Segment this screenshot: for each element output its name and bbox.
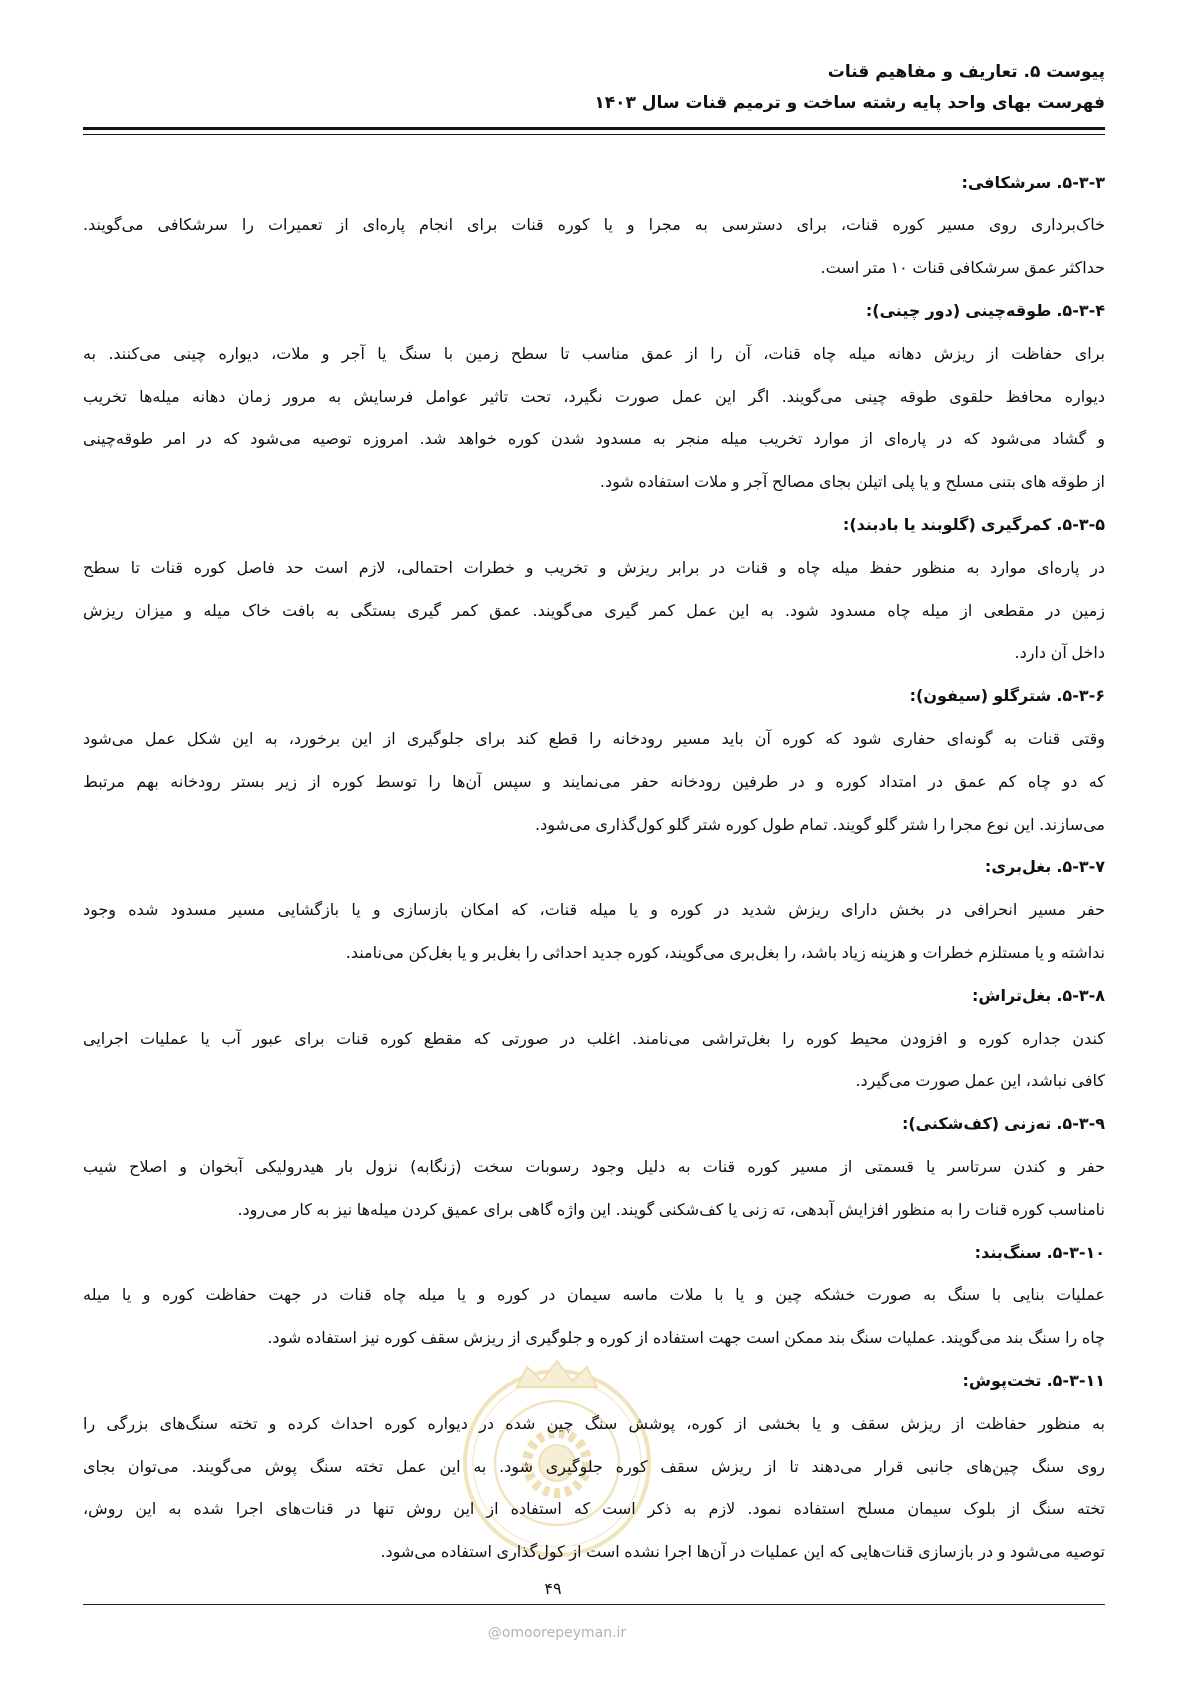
- section-5-3-5: [83, 504, 1105, 675]
- paragraph-line: حفر و کندن سرتاسر یا قسمتی از مسیر کوره قنات به دلیل وجود رسوبات سخت (زنگابه) نزول بار هیدرولیکی آبخوان و اصلاح شیب: [83, 1156, 1105, 1176]
- section-heading: ۵-۳-۱۱. تخت‌پوش:: [962, 1370, 1105, 1390]
- document-title: فهرست بهای واحد پایه رشته ساخت و ترمیم قنات سال ۱۴۰۳: [594, 93, 1105, 113]
- section-heading: ۵-۳-۹. ته‌زنی (کف‌شکنی):: [901, 1114, 1105, 1134]
- paragraph-line: در پاره‌ای موارد به منظور حفظ میله چاه و قنات در برابر ریزش و تخریب و خطرات احتمالی، لازم است حد فاصل کوره قنات تا سطح: [83, 557, 1105, 577]
- paragraph-line: داخل آن دارد.: [1014, 643, 1105, 663]
- paragraph-line: کندن جداره کوره و افزودن محیط کوره را بغل‌تراشی می‌نامند. اغلب در صورتی که مقطع کوره قنات برای عبور آب یا عملیات اجرایی: [83, 1028, 1105, 1048]
- paragraph-line: به منظور حفاظت از ریزش سقف و یا بخشی از کوره، پوشش سنگ چین شده در دیواره کوره احداث کرده و تخته سنگ‌های بزرگی را: [83, 1413, 1105, 1433]
- section-heading: ۵-۳-۴. طوقه‌چینی (دور چینی):: [865, 300, 1105, 320]
- paragraph-line: و گشاد می‌شود که در پاره‌ای از موارد تخریب میله منجر به مسدود شدن کوره خواهد شد. امروزه توصیه می‌شود که در امر طوقه‌چینی: [83, 429, 1105, 449]
- paragraph-line: روی سنگ چین‌های جانبی قرار می‌دهند تا از ریزش سقف کوره جلوگیری شود. به این عمل تخته سنگ پوش می‌گویند. می‌توان بجای: [83, 1456, 1105, 1476]
- section-5-3-11: [83, 1360, 1105, 1574]
- section-heading: ۵-۳-۳. سرشکافی:: [961, 172, 1105, 192]
- paragraph-line: نامناسب کوره قنات را به منظور افزایش آبدهی، ته زنی یا کف‌شکنی گویند. این واژه گاهی برای عمیق کردن میله‌ها نیز به کار می‌رود.: [237, 1199, 1105, 1219]
- section-heading: ۵-۳-۱۰. سنگ‌بند:: [974, 1242, 1105, 1262]
- paragraph-line: عملیات بنایی با سنگ به صورت خشکه چین و یا با ملات ماسه سیمان در کوره و یا میله چاه قنات در جهت حفاظت کوره و یا میله: [83, 1285, 1105, 1305]
- page-number: ۴۹: [544, 1579, 562, 1598]
- section-5-3-7: [83, 846, 1105, 974]
- header-rule-thin: [83, 134, 1105, 135]
- paragraph-line: نداشته و یا مستلزم خطرات و هزینه زیاد باشد، را بغل‌بری می‌گویند، کوره جدید احداثی را بغل‌بر و یا بغل‌کن می‌نامند.: [345, 942, 1105, 962]
- paragraph-line: می‌سازند. این نوع مجرا را شتر گلو گویند. تمام طول کوره شتر گلو کول‌گذاری می‌شود.: [535, 814, 1105, 834]
- section-heading: ۵-۳-۸. بغل‌تراش:: [972, 985, 1105, 1005]
- section-heading: ۵-۳-۶. شترگلو (سیفون):: [909, 686, 1105, 706]
- section-5-3-3: [83, 162, 1105, 290]
- section-heading: ۵-۳-۵. کمرگیری (گلوبند یا بادبند):: [842, 514, 1105, 534]
- paragraph-line: حداکثر عمق سرشکافی قنات ۱۰ متر است.: [820, 258, 1105, 278]
- section-5-3-9: [83, 1103, 1105, 1231]
- appendix-title: پیوست ۵. تعاریف و مفاهیم قنات: [827, 62, 1105, 82]
- site-watermark: @omoorepeyman.ir: [487, 1625, 627, 1641]
- paragraph-line: زمین در مقطعی از میله چاه مسدود شود. به این عمل کمر گیری می‌گویند. عمق کمر گیری بستگی به بافت خاک میله و میزان ریزش: [83, 600, 1105, 620]
- page-body: [83, 162, 1105, 1574]
- section-5-3-4: [83, 290, 1105, 504]
- paragraph-line: حفر مسیر انحرافی در بخش دارای ریزش شدید در کوره و یا میله قنات، که امکان بازسازی و یا بازگشایی مسیر مسدود شده وجود: [83, 900, 1105, 920]
- paragraph-line: برای حفاظت از ریزش دهانه میله چاه قنات، آن را از عمق مناسب تا سطح زمین با سنگ یا آجر و ملات، دیواره چینی می‌کنند. به: [83, 343, 1105, 363]
- paragraph-line: توصیه می‌شود و در بازسازی قنات‌هایی که این عملیات در آن‌ها اجرا نشده است از کول‌گذاری استفاده می‌شود.: [380, 1542, 1105, 1562]
- paragraph-line: خاک‌برداری روی مسیر کوره قنات، برای دسترسی به مجرا و یا کوره قنات برای انجام پاره‌ای از تعمیرات را سرشکافی می‌گویند.: [83, 215, 1105, 235]
- paragraph-line: تخته سنگ از بلوک سیمان مسلح استفاده نمود. لازم به ذکر است که استفاده از این روش تنها در قنات‌های اجرا شده به این روش،: [83, 1499, 1105, 1519]
- paragraph-line: دیواره محافظ حلقوی طوقه چینی می‌گویند. اگر این عمل صورت نگیرد، تحت تاثیر عوامل فرسایش به مرور زمان دهانه میله‌ها تخریب: [83, 386, 1105, 406]
- page-header: [83, 57, 1105, 119]
- section-5-3-10: [83, 1232, 1105, 1360]
- footer-rule: [83, 1604, 1105, 1605]
- section-heading: ۵-۳-۷. بغل‌بری:: [984, 857, 1105, 877]
- paragraph-line: چاه را سنگ بند می‌گویند. عملیات سنگ بند ممکن است جهت استفاده از کوره و جلوگیری از ریزش سقف کوره نیز استفاده شود.: [267, 1328, 1105, 1348]
- section-5-3-6: [83, 675, 1105, 846]
- header-rule-thick: [83, 127, 1105, 130]
- paragraph-line: کافی نباشد، این عمل صورت می‌گیرد.: [855, 1071, 1105, 1091]
- paragraph-line: که دو چاه کم عمق در امتداد کوره و در طرفین رودخانه حفر می‌نمایند و سپس آن‌ها را توسط کوره از زیر بستر رودخانه بهم مرتبط: [83, 771, 1105, 791]
- paragraph-line: از طوقه های بتنی مسلح و یا پلی اتیلن بجای مصالح آجر و ملات استفاده شود.: [599, 472, 1105, 492]
- paragraph-line: وقتی قنات به گونه‌ای حفاری شود که کوره آن باید مسیر رودخانه را قطع کند برای جلوگیری از این برخورد، به این شکل عمل می‌شود: [83, 728, 1105, 748]
- section-5-3-8: [83, 975, 1105, 1103]
